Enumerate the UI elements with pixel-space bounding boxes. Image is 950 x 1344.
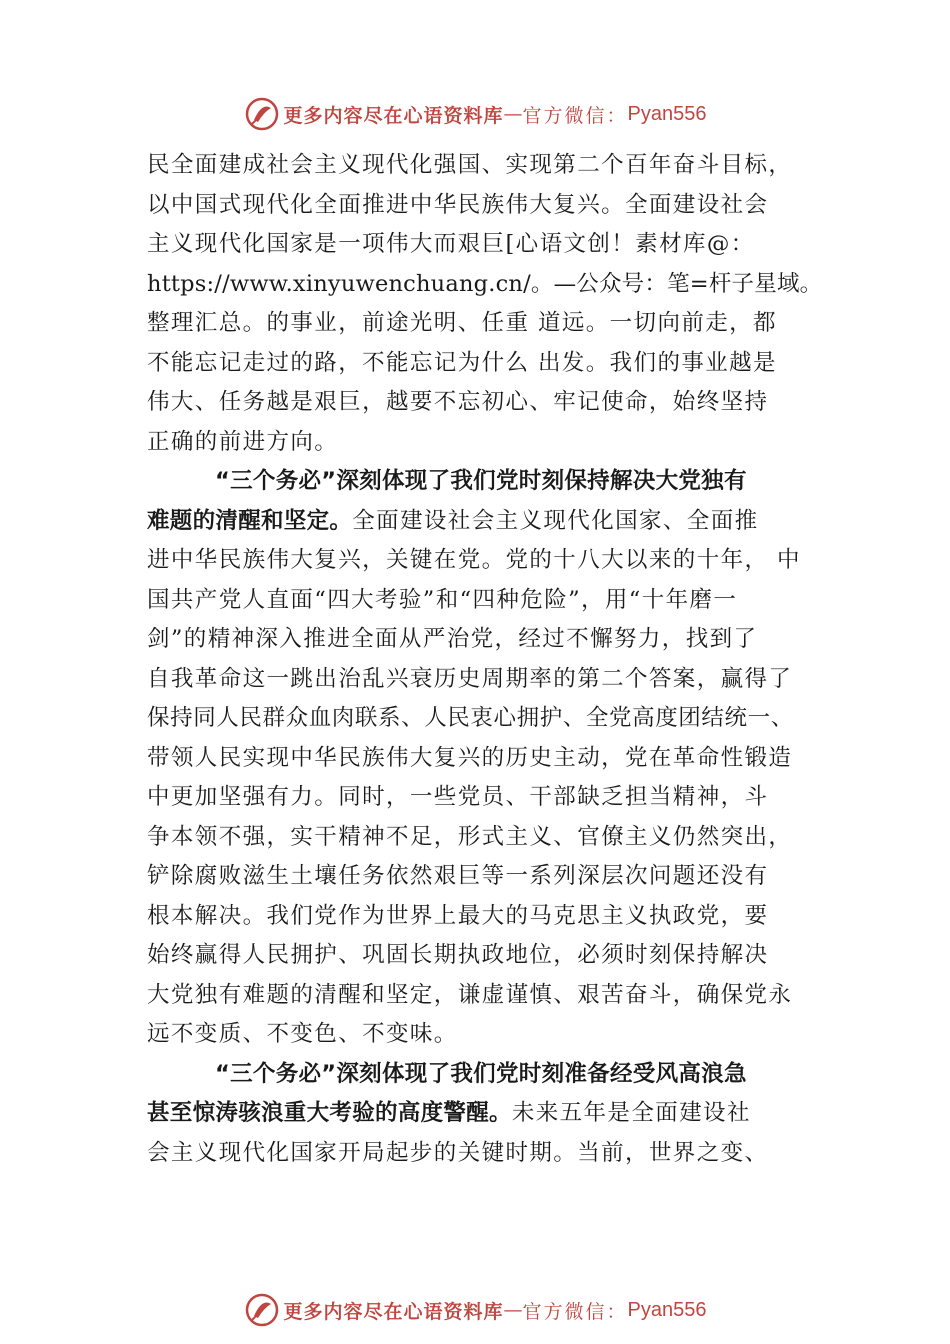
text-line: 以中国式现代化全面推进中华民族伟大复兴。全面建设社会: [147, 191, 769, 218]
text-span: 全面建设社会主义现代化国家、全面推: [352, 507, 759, 534]
text-line: 带领人民实现中华民族伟大复兴的历史主动，党在革命性锻造: [147, 744, 793, 771]
text-line: 根本解决。我们党作为世界上最大的马克思主义执政党，要: [147, 902, 769, 929]
paragraph-heading-end: 甚至惊涛骇浪重大考验的高度警醒。: [147, 1100, 512, 1126]
text-line: 正确的前进方向。: [147, 428, 339, 455]
text-span: 未来五年是全面建设社: [511, 1100, 751, 1126]
text-line: 国共产党人直面“四大考验”和“四种危险”，用“十年磨一: [147, 586, 738, 613]
text-line: 争本领不强，实干精神不足，形式主义、官僚主义仍然突出，: [147, 823, 793, 850]
logo-icon: [244, 96, 280, 132]
paragraph-heading: “三个务必”深刻体现了我们党时刻保持解决大党独有: [215, 468, 747, 494]
document-body: [147, 146, 847, 1173]
header-text: 更多内容尽在心语资料库: [283, 104, 504, 127]
text-line: 保持同人民群众血肉联系、人民衷心拥护、全党高度团结统一、: [147, 705, 794, 731]
text-line: 民全面建成社会主义现代化强国、实现第二个百年奋斗目标，: [147, 152, 793, 178]
header-banner: [0, 94, 950, 134]
paragraph-3: [147, 1055, 847, 1174]
footer-text: 更多内容尽在心语资料库: [283, 1300, 504, 1323]
footer-wechat-id: Pyan556: [627, 1298, 707, 1321]
text-line: 主义现代化国家是一项伟大而艰巨[心语文创！素材库@：: [147, 231, 755, 257]
text-line: 不能忘记走过的路，不能忘记为什么 出发。我们的事业越是: [147, 349, 777, 376]
footer-separator: —: [503, 1299, 523, 1321]
header-separator: —: [503, 103, 523, 125]
text-line: 铲除腐败滋生土壤任务依然艰巨等一系列深层次问题还没有: [147, 863, 769, 889]
header-wechat-id: Pyan556: [627, 102, 707, 125]
text-line: 会主义现代化国家开局起步的关键时期。当前，世界之变、: [147, 1139, 769, 1166]
header-wechat-label: 官方微信：: [522, 104, 628, 127]
text-line: 自我革命这一跳出治乱兴衰历史周期率的第二个答案，赢得了: [147, 665, 793, 692]
text-line: 大党独有难题的清醒和坚定，谦虚谨慎、艰苦奋斗，确保党永: [147, 981, 793, 1008]
text-line: 远不变质、不变色、不变味。: [147, 1021, 458, 1047]
text-line: [147, 502, 847, 542]
footer-banner: [0, 1290, 950, 1330]
footer-wechat-label: 官方微信：: [522, 1300, 628, 1323]
logo-icon: [244, 1292, 280, 1328]
text-line: https://www.xinyuwenchuang.cn/。—公众号：笔=杆子星域。: [147, 270, 823, 297]
text-line: 整理汇总。的事业，前途光明、任重 道远。一切向前走，都: [147, 310, 777, 336]
text-line: 进中华民族伟大复兴，关键在党。党的十八大以来的十年， 中: [147, 547, 801, 573]
paragraph-heading: “三个务必”深刻体现了我们党时刻准备经受风高浪急: [215, 1060, 747, 1087]
text-line: [147, 1094, 847, 1134]
paragraph-2: [147, 462, 847, 1055]
text-line: 中更加坚强有力。同时，一些党员、干部缺乏担当精神，斗: [147, 784, 769, 810]
text-line: 始终赢得人民拥护、巩固长期执政地位，必须时刻保持解决: [147, 942, 769, 968]
paragraph-heading-end: 难题的清醒和坚定。: [147, 507, 353, 534]
text-line: 剑”的精神深入推进全面从严治党，经过不懈努力，找到了: [147, 626, 758, 652]
paragraph-1: [147, 146, 847, 462]
text-line: 伟大、任务越是艰巨，越要不忘初心、牢记使命，始终坚持: [147, 389, 769, 415]
